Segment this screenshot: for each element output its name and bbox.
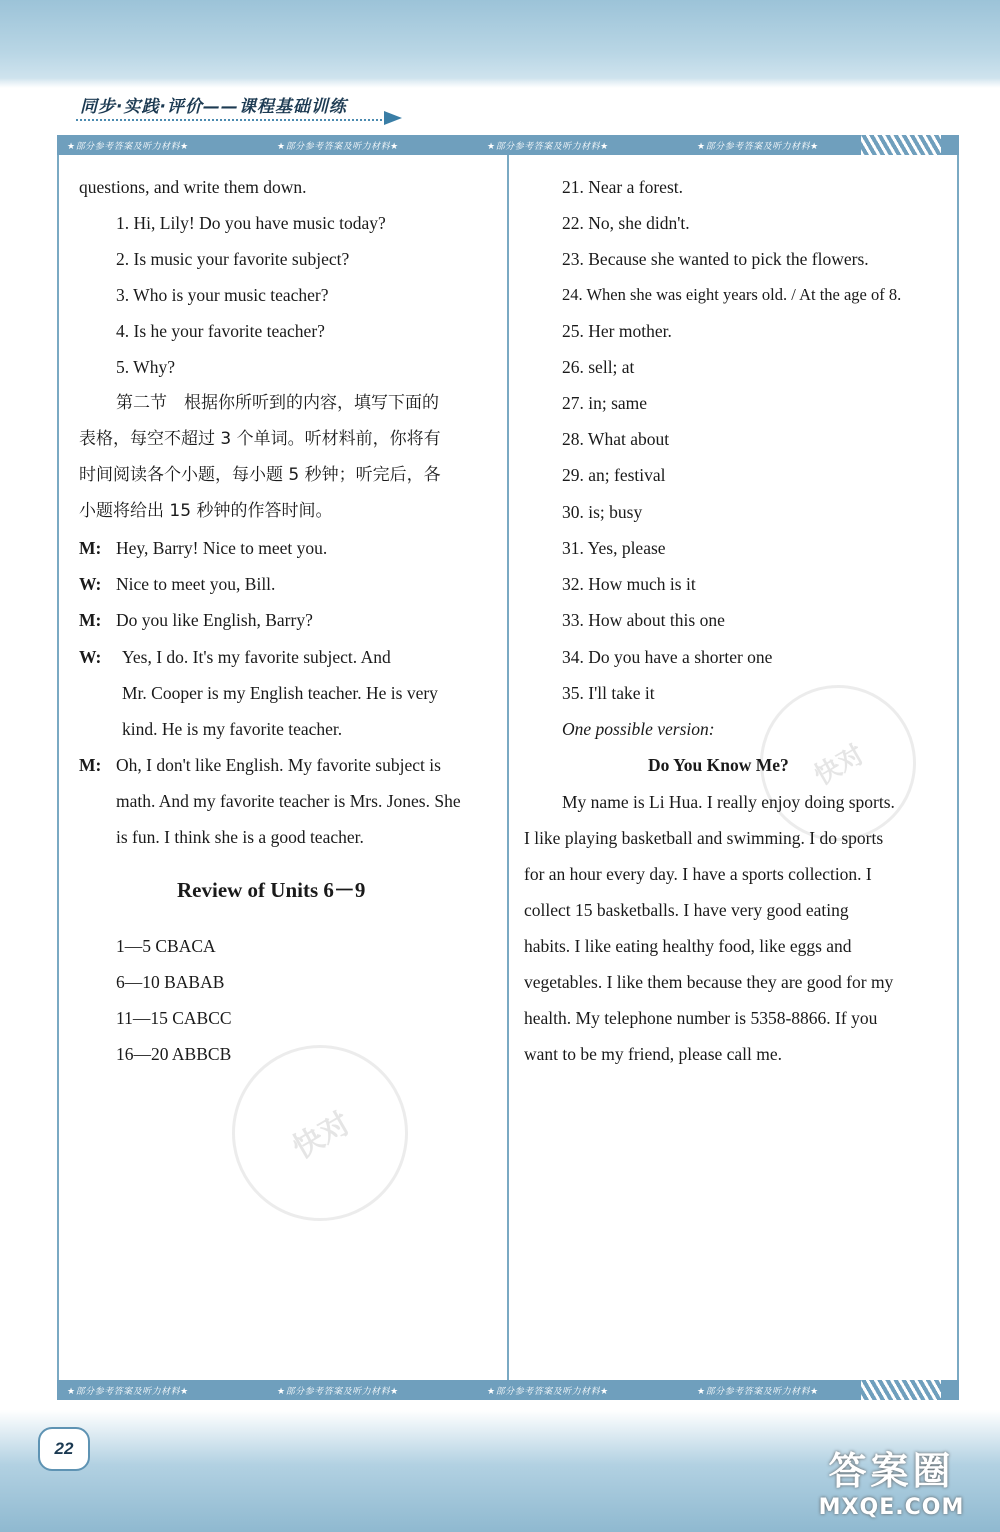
strip-label: ★部分参考答案及听力材料★ — [277, 1387, 399, 1397]
speaker-label: M: — [79, 610, 102, 630]
question-item: 5. Why? — [116, 357, 175, 377]
answer-item: 21. Near a forest. — [562, 177, 683, 197]
dialogue-line: Nice to meet you, Bill. — [116, 574, 276, 594]
strip-label: ★部分参考答案及听力材料★ — [697, 1387, 819, 1397]
answer-item: 31. Yes, please — [562, 538, 666, 558]
essay-line: for an hour every day. I have a sports collection. I — [524, 864, 872, 884]
answer-item: 33. How about this one — [562, 610, 725, 630]
answer-range: 11—15 CABCC — [116, 1008, 232, 1028]
essay-line: want to be my friend, please call me. — [524, 1044, 783, 1064]
section-instruction: 时间阅读各个小题，每小题 5 秒钟；听完后，各 — [79, 465, 441, 485]
answer-item: 32. How much is it — [562, 574, 696, 594]
essay-line: I like playing basketball and swimming. I do sports — [524, 828, 884, 848]
strip-label: ★部分参考答案及听力材料★ — [67, 1387, 189, 1397]
strip-hatch-decoration — [861, 1380, 941, 1400]
page-number: 22 — [38, 1427, 90, 1471]
dialogue-line: math. And my favorite teacher is Mrs. Jones. She — [116, 791, 461, 811]
dialogue-line: Yes, I do. It's my favorite subject. And — [122, 647, 391, 667]
answer-item: 30. is; busy — [562, 502, 643, 522]
column-divider — [507, 155, 509, 1380]
strip-label: ★部分参考答案及听力材料★ — [277, 142, 399, 152]
speaker-label: M: — [79, 538, 102, 558]
essay-line: My name is Li Hua. I really enjoy doing sports. — [562, 792, 895, 812]
section-instruction: 第二节 根据你所听到的内容，填写下面的 — [116, 393, 439, 413]
essay-line: health. My telephone number is 5358-8866. If you — [524, 1008, 878, 1028]
version-label: One possible version: — [562, 719, 715, 739]
question-item: 3. Who is your music teacher? — [116, 285, 329, 305]
dialogue-line: Oh, I don't like English. My favorite subject is — [116, 755, 441, 775]
top-label-strip — [57, 135, 959, 155]
answer-item: 28. What about — [562, 429, 670, 449]
answer-item: 25. Her mother. — [562, 321, 672, 341]
answer-range: 16—20 ABBCB — [116, 1044, 232, 1064]
essay-line: habits. I like eating healthy food, like eggs and — [524, 936, 852, 956]
answer-item: 34. Do you have a shorter one — [562, 647, 773, 667]
dialogue-line: is fun. I think she is a good teacher. — [116, 827, 364, 847]
watermark-name: 答案圈 — [828, 1449, 955, 1493]
dialogue-line: Do you like English, Barry? — [116, 610, 313, 630]
essay-line: collect 15 basketballs. I have very good eating — [524, 900, 849, 920]
answer-range: 1—5 CBACA — [116, 936, 216, 956]
watermark-stamp: 快对 — [731, 656, 944, 869]
speaker-label: W: — [79, 647, 102, 667]
answer-range: 6—10 BABAB — [116, 972, 225, 992]
essay-title: Do You Know Me? — [648, 755, 789, 775]
answer-item: 22. No, she didn't. — [562, 213, 690, 233]
strip-hatch-decoration — [861, 135, 941, 155]
header-dotted-rule — [76, 119, 386, 121]
answer-item: 27. in; same — [562, 393, 648, 413]
strip-label: ★部分参考答案及听力材料★ — [487, 1387, 609, 1397]
strip-label: ★部分参考答案及听力材料★ — [697, 142, 819, 152]
bottom-label-strip — [57, 1380, 959, 1400]
answer-item: 24. When she was eight years old. / At the age of 8. — [562, 285, 902, 304]
section-instruction: 小题将给出 15 秒钟的作答时间。 — [79, 501, 333, 521]
speaker-label: M: — [79, 755, 102, 775]
book-series-title: 同步·实践·评价——课程基础训练 — [80, 97, 347, 117]
essay-line: vegetables. I like them because they are good for my — [524, 972, 894, 992]
strip-label: ★部分参考答案及听力材料★ — [487, 142, 609, 152]
watermark-stamp: 快对 — [200, 1013, 440, 1253]
site-watermark — [799, 1440, 984, 1520]
review-heading: Review of Units 6－9 — [177, 878, 366, 902]
answer-item: 29. an; festival — [562, 465, 666, 485]
strip-label: ★部分参考答案及听力材料★ — [67, 142, 189, 152]
question-item: 4. Is he your favorite teacher? — [116, 321, 325, 341]
watermark-url: MXQE.COM — [818, 1495, 965, 1520]
dialogue-line: kind. He is my favorite teacher. — [122, 719, 343, 739]
header-arrow-icon — [384, 111, 402, 125]
section-instruction: 表格，每空不超过 3 个单词。听材料前，你将有 — [79, 429, 441, 449]
dialogue-line: Mr. Cooper is my English teacher. He is very — [122, 683, 438, 703]
speaker-label: W: — [79, 574, 102, 594]
intro-line: questions, and write them down. — [79, 177, 307, 197]
answer-item: 35. I'll take it — [562, 683, 655, 703]
answer-item: 23. Because she wanted to pick the flowers. — [562, 249, 869, 269]
answer-item: 26. sell; at — [562, 357, 635, 377]
dialogue-line: Hey, Barry! Nice to meet you. — [116, 538, 328, 558]
top-decorative-band — [0, 0, 1000, 88]
question-item: 1. Hi, Lily! Do you have music today? — [116, 213, 386, 233]
question-item: 2. Is music your favorite subject? — [116, 249, 350, 269]
